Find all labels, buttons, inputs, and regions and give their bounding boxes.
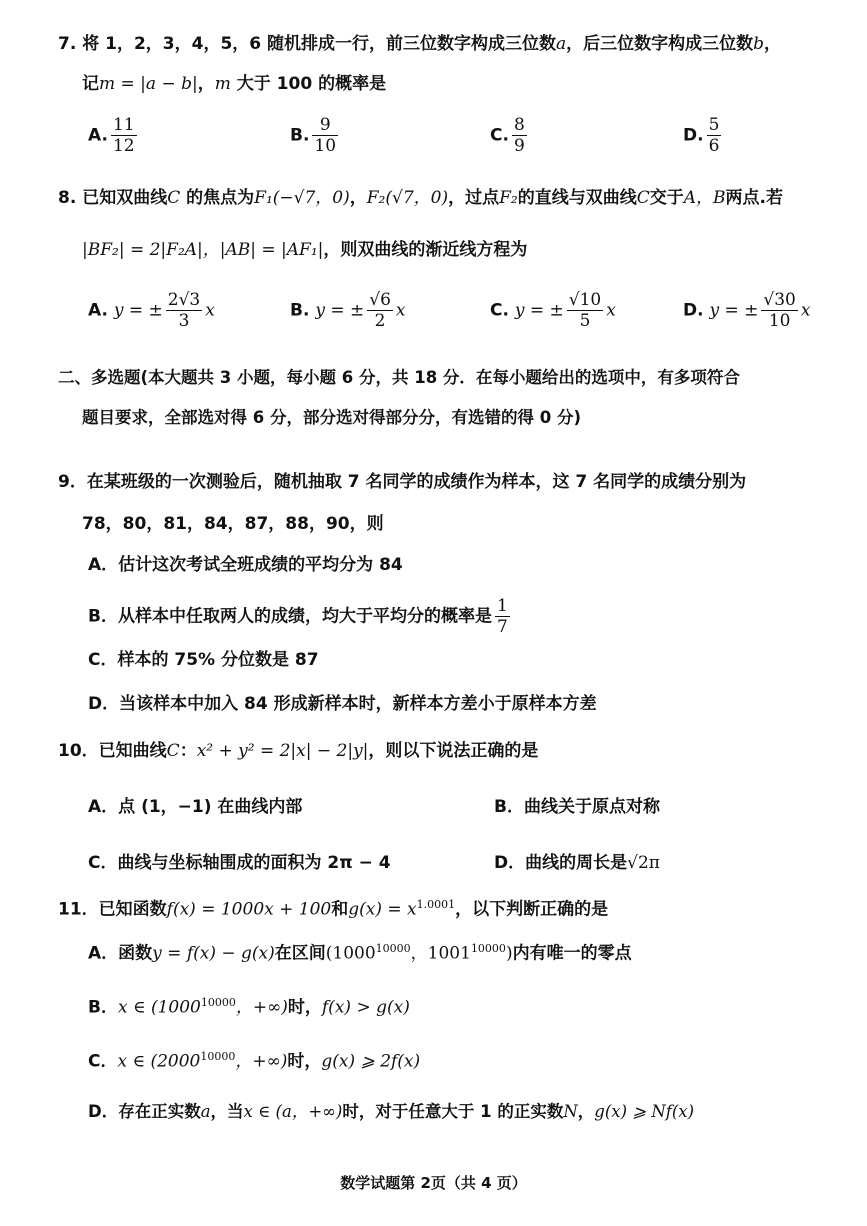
q10-option-c: C．曲线与坐标轴围成的面积为 2π − 4	[88, 853, 391, 873]
q11-option-a: A．函数y = f(x) − g(x)在区间($1000^{10000}$，$1001^{10000}$)内有唯一的零点	[88, 942, 632, 964]
q7-option-c: C. $\frac{8}{9}$	[490, 115, 525, 156]
q10-option-b: B．曲线关于原点对称	[494, 797, 660, 817]
q7-option-b: B. $\frac{9}{10}$	[290, 115, 337, 156]
q10-option-a: A．点 (1，−1) 在曲线内部	[88, 797, 303, 817]
q9-option-c: C．样本的 75% 分位数是 87	[88, 650, 319, 670]
q7-option-d: D. $\frac{5}{6}$	[683, 115, 720, 156]
q10-stem: 10．已知曲线C：x² + y² = 2|x| − 2|y|，则以下说法正确的是	[58, 741, 539, 761]
q7-line1: 7. 将 1，2，3，4，5，6 随机排成一行，前三位数字构成三位数a，后三位数字构成三位数b，	[58, 34, 782, 54]
q8-option-a: A. y = ± $\frac{2√3}{3}$ x	[88, 290, 215, 331]
section2-header-line2: 题目要求，全部选对得 6 分，部分选对得部分分，有选错的得 0 分)	[82, 408, 581, 427]
q7-option-a: A. $\frac{11}{12}$	[88, 115, 135, 156]
q9-option-b: B．从样本中任取两人的成绩，均大于平均分的概率是 $\frac{1}{7}$	[88, 596, 508, 637]
q9-line1: 9．在某班级的一次测验后，随机抽取 7 名同学的成绩作为样本，这 7 名同学的成绩分别为	[58, 472, 747, 492]
q10-option-d: D．曲线的周长是√2π	[494, 853, 660, 873]
q11-option-d: D．存在正实数a，当x ∈ (a，+∞)时，对于任意大于 1 的正实数N，g(x) ⩾ Nf(x)	[88, 1102, 695, 1121]
q9-option-a: A．估计这次考试全班成绩的平均分为 84	[88, 555, 403, 575]
q9-line2: 78，80，81，84，87，88，90，则	[82, 514, 384, 534]
q11-stem: 11．已知函数f(x) = 1000x + 100和$g(x) = x^{1.0001}$，以下判断正确的是	[58, 898, 609, 920]
section2-header-line1: 二、多选题(本大题共 3 小题，每小题 6 分，共 18 分．在每小题给出的选项中，有多项符合	[58, 368, 740, 387]
q9-option-d: D．当该样本中加入 84 形成新样本时，新样本方差小于原样本方差	[88, 694, 597, 714]
q8-option-b: B. y = ± $\frac{√6}{2}$ x	[290, 290, 406, 331]
q7-line2: 记m = |a − b|，m 大于 100 的概率是	[82, 74, 387, 94]
q8-line1: 8. 已知双曲线C 的焦点为F₁(−√7，0)，F₂(√7，0)，过点F₂的直线与双曲线C交于A，B两点.若	[58, 188, 783, 208]
q8-line2: |BF₂| = 2|F₂A|，|AB| = |AF₁|，则双曲线的渐近线方程为	[82, 240, 528, 260]
q11-option-b: B．x ∈ ($1000^{10000}$，+∞)时，f(x) > g(x)	[88, 996, 410, 1018]
q8-option-c: C. y = ± $\frac{√10}{5}$ x	[490, 290, 616, 331]
q11-option-c: C．x ∈ ($2000^{10000}$，+∞)时，g(x) ⩾ 2f(x)	[88, 1050, 421, 1072]
q8-option-d: D. y = ± $\frac{√30}{10}$ x	[683, 290, 811, 331]
page-footer: 数学试题第 2页（共 4 页）	[340, 1174, 527, 1192]
